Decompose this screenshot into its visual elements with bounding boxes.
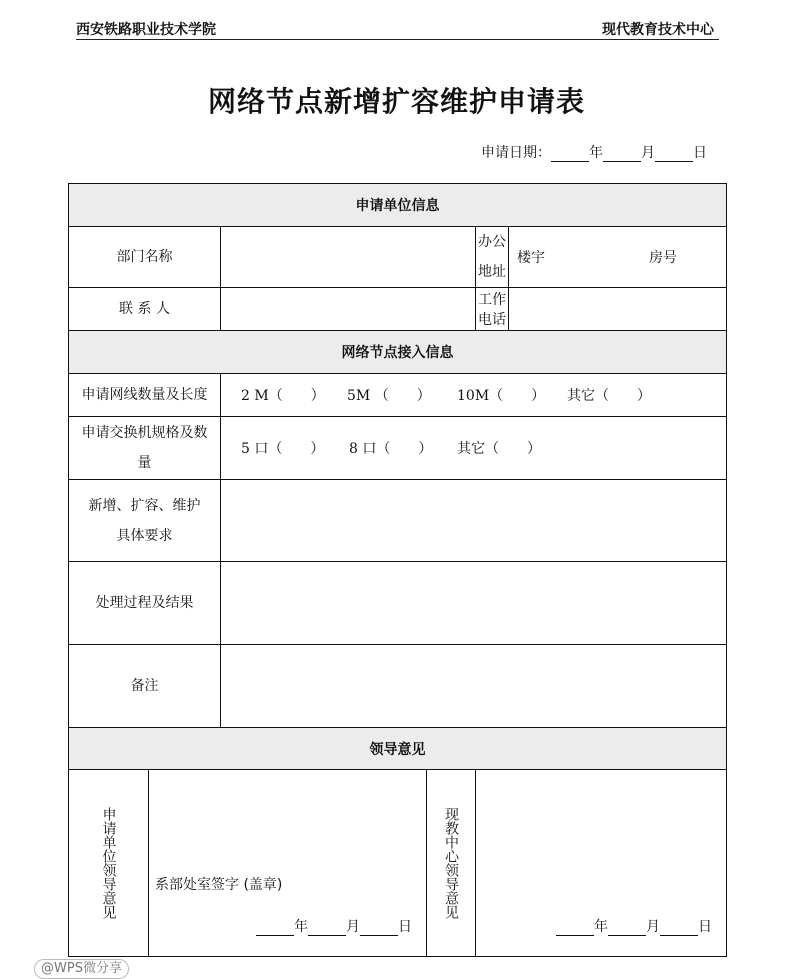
center-sign-date (556, 916, 712, 936)
center-month-label: 月 (646, 919, 661, 935)
year-blank[interactable] (551, 147, 589, 162)
center-leader-opinion-label (427, 770, 476, 957)
cable-option-2m[interactable]: 2 M（ ） (241, 388, 325, 404)
application-form-table (68, 183, 727, 957)
contact-label: 联 系 人 (69, 288, 221, 331)
switch-options (221, 417, 727, 480)
header-divider (76, 39, 719, 40)
applicant-day-label: 日 (398, 919, 412, 935)
page-title: 网络节点新增扩容维护申请表 (207, 85, 585, 118)
section-node-info: 网络节点接入信息 (69, 331, 727, 374)
applicant-leader-opinion-text: 申请单位领导意见 (100, 807, 117, 919)
cable-option-10m[interactable]: 10M（ ） (457, 388, 546, 404)
center-year-blank[interactable] (556, 921, 594, 936)
applicant-year-blank[interactable] (256, 921, 294, 936)
switch-option-8-port[interactable]: 8 口（ ） (349, 441, 433, 457)
process-result-field[interactable] (221, 562, 727, 645)
center-year-label: 年 (594, 919, 609, 935)
year-label: 年 (589, 145, 603, 161)
applicant-leader-opinion-label (69, 770, 149, 957)
work-phone-label: 工作电话 (476, 288, 509, 331)
applicant-year-label: 年 (294, 919, 308, 935)
center-day-label: 日 (698, 919, 713, 935)
office-address-label: 办公地址 (476, 227, 509, 288)
remarks-field[interactable] (221, 645, 727, 728)
center-leader-opinion-text: 现教中心领导意见 (443, 807, 459, 919)
header-department-name: 现代教育技术中心 (602, 22, 714, 38)
process-result-label: 处理过程及结果 (69, 562, 221, 645)
contact-field[interactable] (221, 288, 476, 331)
cable-option-5m[interactable]: 5M （ ） (347, 388, 431, 404)
switch-option-5-port[interactable]: 5 口（ ） (241, 441, 325, 457)
dept-sign-stamp-label: 系部处室签字 (盖章) (155, 877, 283, 893)
room-label: 房号 (649, 250, 677, 266)
requirements-field[interactable] (221, 480, 727, 562)
section-leader-opinion: 领导意见 (69, 728, 727, 770)
dept-name-label: 部门名称 (69, 227, 221, 288)
applicant-day-blank[interactable] (360, 921, 398, 936)
applicant-month-label: 月 (346, 919, 360, 935)
dept-name-field[interactable] (221, 227, 476, 288)
center-day-blank[interactable] (660, 921, 698, 936)
applicant-leader-sign-area[interactable] (149, 770, 427, 957)
switch-request-label: 申请交换机规格及数量 (69, 417, 221, 480)
date-label: 申请日期： (481, 145, 551, 161)
cable-request-label: 申请网线数量及长度 (69, 374, 221, 417)
section-applicant-info: 申请单位信息 (69, 184, 727, 227)
requirements-label: 新增、扩容、维护具体要求 (69, 480, 221, 562)
month-blank[interactable] (603, 147, 641, 162)
center-leader-sign-area[interactable] (476, 770, 727, 957)
building-label: 楼宇 (517, 250, 545, 266)
center-month-blank[interactable] (608, 921, 646, 936)
application-date (481, 142, 707, 162)
work-phone-field[interactable] (509, 288, 727, 331)
wps-share-watermark: @WPS微分享 (34, 959, 129, 979)
cable-options (221, 374, 727, 417)
applicant-sign-date (256, 916, 412, 936)
day-label: 日 (693, 145, 707, 161)
switch-option-other[interactable]: 其它（ ） (457, 441, 541, 457)
office-address-field[interactable] (509, 227, 727, 288)
header-school-name: 西安铁路职业技术学院 (76, 22, 216, 38)
day-blank[interactable] (655, 147, 693, 162)
remarks-label: 备注 (69, 645, 221, 728)
applicant-month-blank[interactable] (308, 921, 346, 936)
month-label: 月 (641, 145, 655, 161)
cable-option-other[interactable]: 其它（ ） (567, 388, 651, 404)
